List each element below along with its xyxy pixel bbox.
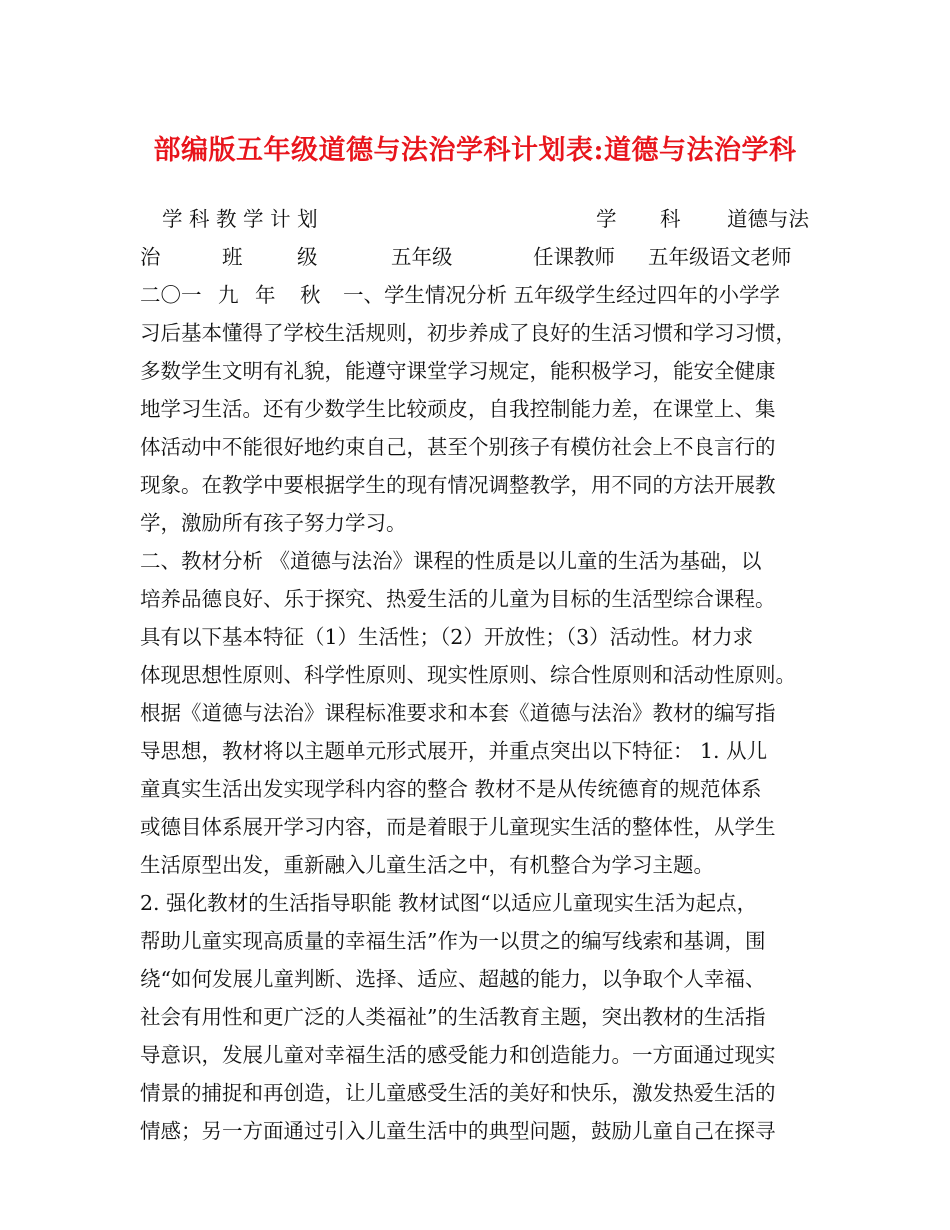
header-value-grade: 五年级 xyxy=(391,245,453,269)
paragraph-line: 生活原型出发，重新融入儿童生活之中，有机整合为学习主题。 xyxy=(140,853,714,877)
header-label-class-1: 班 xyxy=(222,245,243,269)
header-label-class-2: 级 xyxy=(297,245,318,269)
header-row-3 xyxy=(140,276,830,314)
header-row-1 xyxy=(140,200,830,238)
section-2-heading: 二、教材分析 《道德与法治》课程的性质是以儿童的生活为基础，以 xyxy=(140,549,762,573)
list-item-2: 2. 强化教材的生活指导职能 教材试图“以适应儿童现实生活为起点， xyxy=(140,891,758,915)
header-label-subject-2: 科 xyxy=(660,207,681,231)
paragraph-line: 情感；另一方面通过引入儿童生活中的典型问题，鼓励儿童自己在探寻 xyxy=(140,1119,776,1143)
paragraph-line: 社会有用性和更广泛的人类福祉”的生活教育主题，突出教材的生活指 xyxy=(140,1005,766,1029)
page-title: 部编版五年级道德与法治学科计划表:道德与法治学科 xyxy=(153,135,797,166)
paragraph-line: 或德目体系展开学习内容，而是着眼于儿童现实生活的整体性，从学生 xyxy=(140,815,776,839)
paragraph-line: 体现思想性原则、科学性原则、现实性原则、综合性原则和活动性原则。 xyxy=(140,663,796,687)
paragraph-line: 地学习生活。还有少数学生比较顽皮，自我控制能力差，在课堂上、集 xyxy=(140,397,776,421)
paragraph-line: 培养品德良好、乐于探究、热爱生活的儿童为目标的生活型综合课程。 xyxy=(140,587,776,611)
header-row-2 xyxy=(140,238,830,276)
header-value-year: 二〇一 九 年 xyxy=(140,283,276,307)
paragraph-line: 具有以下基本特征（1）生活性；（2）开放性；（3）活动性。材力求 xyxy=(140,625,754,649)
paragraph-line: 导思想，教材将以主题单元形式展开，并重点突出以下特征： 1. 从儿 xyxy=(140,739,768,763)
paragraph-line: 根据《道德与法治》课程标准要求和本套《道德与法治》教材的编写指 xyxy=(140,701,776,725)
header-label-teaching-plan: 学 科 教 学 计 划 xyxy=(162,207,318,231)
paragraph-line: 情景的捕捉和再创造，让儿童感受生活的美好和快乐，激发热爱生活的 xyxy=(140,1081,776,1105)
header-value-subject: 道德与法 xyxy=(727,207,809,231)
paragraph-line: 绕“如何发展儿童判断、选择、适应、超越的能力，以争取个人幸福、 xyxy=(140,967,766,991)
header-value-teacher: 五年级语文老师 xyxy=(648,245,792,269)
header-label-subject-1: 学 xyxy=(596,207,617,231)
paragraph-line: 体活动中不能很好地约束自己，甚至个别孩子有模仿社会上不良言行的 xyxy=(140,435,776,459)
paragraph-line: 现象。在教学中要根据学生的现有情况调整教学，用不同的方法开展教 xyxy=(140,473,776,497)
section-1-heading: 一、学生情况分析 五年级学生经过四年的小学学 xyxy=(343,283,781,307)
paragraph-line: 童真实生活出发实现学科内容的整合 教材不是从传统德育的规范体系 xyxy=(140,777,762,801)
paragraph-line: 习后基本懂得了学校生活规则，初步养成了良好的生活习惯和学习习惯， xyxy=(140,321,796,345)
header-value-subject-cont: 治 xyxy=(140,245,161,269)
paragraph-line: 多数学生文明有礼貌，能遵守课堂学习规定，能积极学习，能安全健康 xyxy=(140,359,776,383)
document-body xyxy=(140,200,830,1150)
header-value-term: 秋 xyxy=(300,283,321,307)
header-label-teacher: 任课教师 xyxy=(533,245,615,269)
paragraph-line: 帮助儿童实现高质量的幸福生活”作为一以贯之的编写线索和基调，围 xyxy=(140,929,766,953)
paragraph-line: 学，激励所有孩子努力学习。 xyxy=(140,511,407,535)
paragraph-line: 导意识，发展儿童对幸福生活的感受能力和创造能力。一方面通过现实 xyxy=(140,1043,776,1067)
